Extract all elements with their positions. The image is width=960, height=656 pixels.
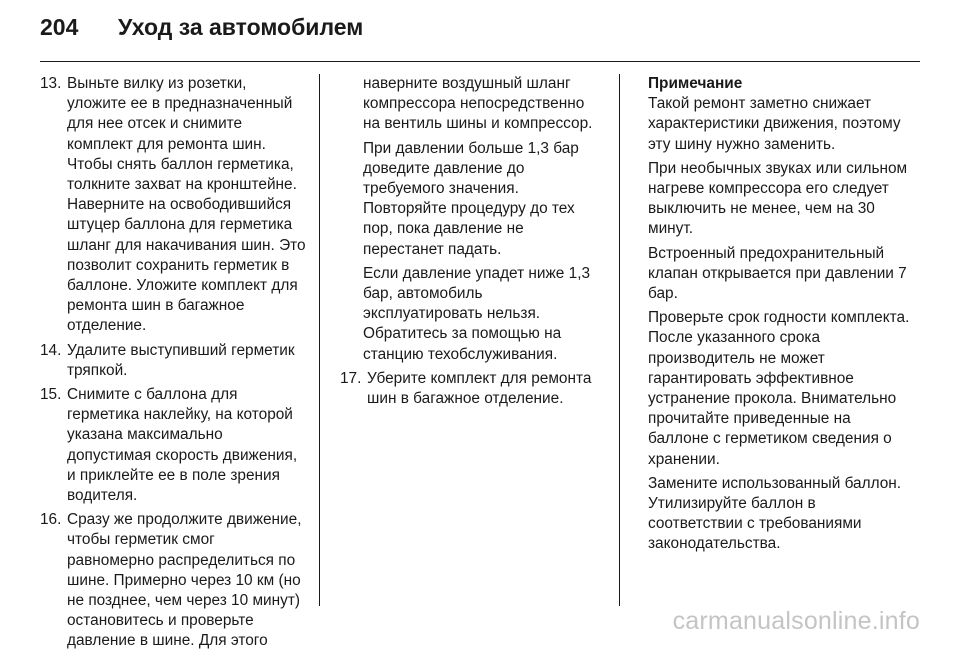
column-1 <box>40 74 306 656</box>
list-item-16 <box>40 510 306 651</box>
column-divider <box>619 74 620 606</box>
paragraph: Замените использованный баллон. Утилизируйте баллон в соответствии с требованиями законодательства. <box>648 474 902 553</box>
item-text: Снимите с баллона для герметика наклейку, на которой указана максимально допустимая скорость движения, и приклейте ее в поле зрения водителя. <box>67 386 298 505</box>
column-2 <box>340 74 605 413</box>
paragraph: Если давление упадет ниже 1,3 бар, автомобиль эксплуатировать нельзя. Обратитесь за помощью на станцию техобслуживания. <box>363 264 591 363</box>
column-divider <box>319 74 320 606</box>
list-item-13 <box>40 74 306 337</box>
page-header <box>40 14 363 50</box>
paragraph: При необычных звуках или сильном нагреве компрессора его следует выключить не менее, чем на 30 минут. <box>648 159 908 238</box>
page-number: 204 <box>40 14 79 40</box>
item-number: 13. <box>40 75 62 92</box>
item-number: 16. <box>40 511 62 529</box>
item-text: Удалите выступивший герметик тряпкой. <box>67 341 295 379</box>
list-item-17 <box>340 369 605 409</box>
paragraph: Такой ремонт заметно снижает характеристики движения, поэтому эту шину нужно заменить. <box>648 95 901 153</box>
list-item-15 <box>40 385 306 506</box>
paragraph: Проверьте срок годности комплекта. После указанного срока производитель не может гарантировать эффективное устранение прокола. Внимательно прочитайте приведенные на баллоне с герметиком сведения о хранении. <box>648 309 910 468</box>
column-3-note <box>648 74 910 559</box>
item-text: Уберите комплект для ремонта шин в багажное отделение. <box>367 369 592 408</box>
item-text: Выньте вилку из розетки, уложите ее в предназначенный для нее отсек и снимите комплект для ремонта шин. Чтобы снять баллон герметика, толкните захват на кронштейне. Наверните на освободившийся штуцер баллона для герметика шланг для накачивания шин. Это позволит сохранить герметик в баллоне. Уложите комплект для ремонта шин в багажное отделение. <box>67 75 306 335</box>
note-title: Примечание <box>648 75 743 92</box>
watermark: carmanualsonline.info <box>672 607 920 635</box>
item-number: 15. <box>40 386 62 404</box>
paragraph: наверните воздушный шланг компрессора непосредственно на вентиль шины и компрессор. <box>363 75 593 133</box>
list-item-14 <box>40 341 306 381</box>
header-divider <box>40 61 920 62</box>
paragraph: Встроенный предохранительный клапан открывается при давлении 7 бар. <box>648 244 907 303</box>
item-text: Сразу же продолжите движение, чтобы герметик смог равномерно распределиться по шине. Примерно через 10 км (но не позднее, чем через 10 минут) остановитесь и проверьте давление в шине. Для этого <box>67 511 302 650</box>
page-title: Уход за автомобилем <box>118 14 364 40</box>
item-number: 14. <box>40 341 62 359</box>
item-number: 17. <box>340 369 362 387</box>
paragraph: При давлении больше 1,3 бар доведите давление до требуемого значения. Повторяйте процедуру до тех пор, пока давление не перестанет падать. <box>363 139 579 258</box>
